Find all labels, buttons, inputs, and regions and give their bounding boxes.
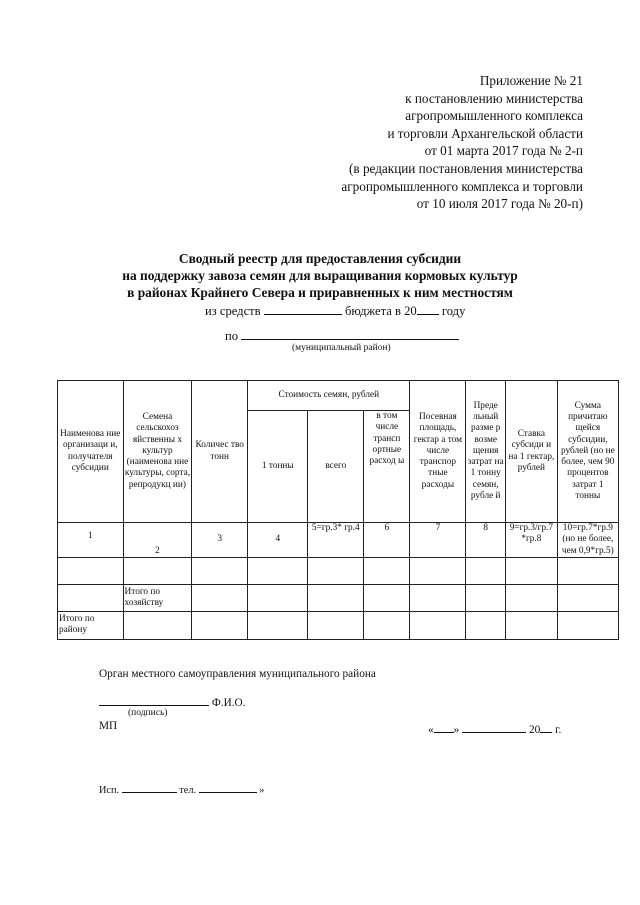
- header-line: (в редакции постановления министерства: [349, 160, 583, 176]
- column-number: 5=гр.3* гр.4: [308, 523, 364, 558]
- table-cell: [364, 611, 410, 639]
- column-number: 2: [123, 523, 192, 558]
- header-transport: в том числе трансп ортные расход ы: [364, 411, 410, 523]
- executor-label: Исп.: [99, 785, 120, 796]
- district-caption: (муниципальный район): [292, 343, 391, 353]
- table-cell: [308, 611, 364, 639]
- total-farm-row: [58, 584, 619, 611]
- table-cell: [410, 611, 466, 639]
- date-line: [428, 720, 561, 736]
- table-cell: [58, 584, 124, 611]
- total-district-label: Итого по району: [58, 611, 124, 639]
- column-number: 10=гр.7*гр.9 (но не более, чем 0,9*гр.5): [557, 523, 618, 558]
- signature-line: [99, 693, 246, 709]
- table-cell: [58, 557, 124, 584]
- header-area: Посевная площадь, гектар а том числе транспор тные расходы: [410, 381, 466, 523]
- table-cell: [192, 611, 248, 639]
- header-line: от 10 июля 2017 года № 20-п): [416, 196, 583, 212]
- table-cell: [123, 611, 192, 639]
- date-open-quote: «: [428, 724, 434, 736]
- table-cell: [557, 584, 618, 611]
- column-number: 1: [58, 523, 124, 558]
- table-cell: [248, 584, 308, 611]
- table-cell: [364, 584, 410, 611]
- table-cell: [557, 611, 618, 639]
- signature-caption: (подпись): [128, 708, 168, 718]
- document-title: [0, 250, 640, 301]
- signature-blank: [99, 693, 209, 706]
- table-cell: [557, 557, 618, 584]
- header-recipient: Наименова ние организаци и, получателя субсидии: [58, 381, 124, 523]
- column-number: 8: [466, 523, 506, 558]
- phone-label: тел.: [179, 785, 197, 796]
- column-number: 4: [248, 523, 308, 558]
- date-year: 20: [528, 724, 541, 736]
- header-rate: Ставка субсиди и на 1 гектар, рублей: [506, 381, 558, 523]
- date-month-blank: [462, 720, 526, 733]
- header-total: всего: [308, 411, 364, 523]
- organ-label: Орган местного самоуправления муниципального района: [99, 668, 376, 680]
- header-line: агропромышленного комплекса: [405, 108, 583, 124]
- register-table: [57, 380, 619, 640]
- table-cell: [364, 557, 410, 584]
- table-cell: [308, 557, 364, 584]
- executor-line: [99, 780, 264, 796]
- header-line: Приложение № 21: [479, 73, 583, 88]
- table-cell: [506, 557, 558, 584]
- district-line: [225, 327, 459, 344]
- header-line: к постановлению министерства: [405, 90, 583, 106]
- table-cell: [466, 611, 506, 639]
- total-farm-label: Итого по хозяйству: [123, 584, 192, 611]
- column-number: 3: [192, 523, 248, 558]
- table-row: [58, 557, 619, 584]
- header-quantity: Количес тво тонн: [192, 381, 248, 523]
- budget-middle: бюджета в 20: [344, 304, 417, 318]
- table-cell: [308, 584, 364, 611]
- total-district-row: [58, 611, 619, 639]
- header-line: агропромышленного комплекса и торговли: [341, 178, 583, 194]
- table-cell: [466, 584, 506, 611]
- header-limit: Преде льный разме р возме щения затрат на 1 тонну семян, рубле й: [466, 381, 506, 523]
- column-number: 6: [364, 523, 410, 558]
- table-cell: [466, 557, 506, 584]
- header-subsidy-sum: Сумма причитаю щейся субсидии, рублей (но не более, чем 90 процентов затрат 1 тонны: [557, 381, 618, 523]
- header-line: от 01 марта 2017 года № 2-п: [424, 143, 583, 159]
- header-seeds: Семена сельскохоз яйственны х культур (наименова ние культуры, сорта, репродукц ии): [123, 381, 192, 523]
- table-cell: [506, 611, 558, 639]
- budget-line: [205, 302, 465, 319]
- table-cell: [248, 611, 308, 639]
- header-per-ton: 1 тонны: [248, 411, 308, 523]
- appendix-header: [341, 72, 583, 213]
- budget-prefix: из средств: [205, 304, 261, 318]
- column-number: 9=гр.3/гр.7 *гр.8: [506, 523, 558, 558]
- date-suffix: г.: [555, 724, 562, 736]
- district-blank: [241, 327, 459, 340]
- budget-suffix: году: [441, 304, 466, 318]
- table-cell: [192, 584, 248, 611]
- budget-year-blank: [417, 302, 439, 315]
- stamp-label: МП: [99, 720, 118, 732]
- header-cost-group: Стоимость семян, рублей: [248, 381, 410, 411]
- table-cell: [248, 557, 308, 584]
- title-line: на поддержку завоза семян для выращивания кормовых культур: [122, 268, 518, 283]
- column-number: 7: [410, 523, 466, 558]
- date-year-blank: [540, 720, 552, 733]
- table-cell: [410, 557, 466, 584]
- title-line: в районах Крайнего Севера и приравненных к ним местностям: [127, 285, 513, 300]
- header-line: и торговли Архангельской области: [387, 125, 583, 141]
- fio-label: Ф.И.О.: [211, 697, 246, 709]
- closing-quote: »: [259, 785, 265, 796]
- budget-source-blank: [264, 302, 342, 315]
- table-cell: [506, 584, 558, 611]
- district-prefix: по: [225, 329, 239, 343]
- executor-blank: [122, 780, 177, 793]
- table-cell: [192, 557, 248, 584]
- phone-blank: [199, 780, 257, 793]
- title-line: Сводный реестр для предоставления субсидии: [178, 251, 462, 266]
- table-cell: [123, 557, 192, 584]
- table-cell: [410, 584, 466, 611]
- date-close-quote: »: [453, 724, 460, 736]
- date-day-blank: [434, 720, 454, 733]
